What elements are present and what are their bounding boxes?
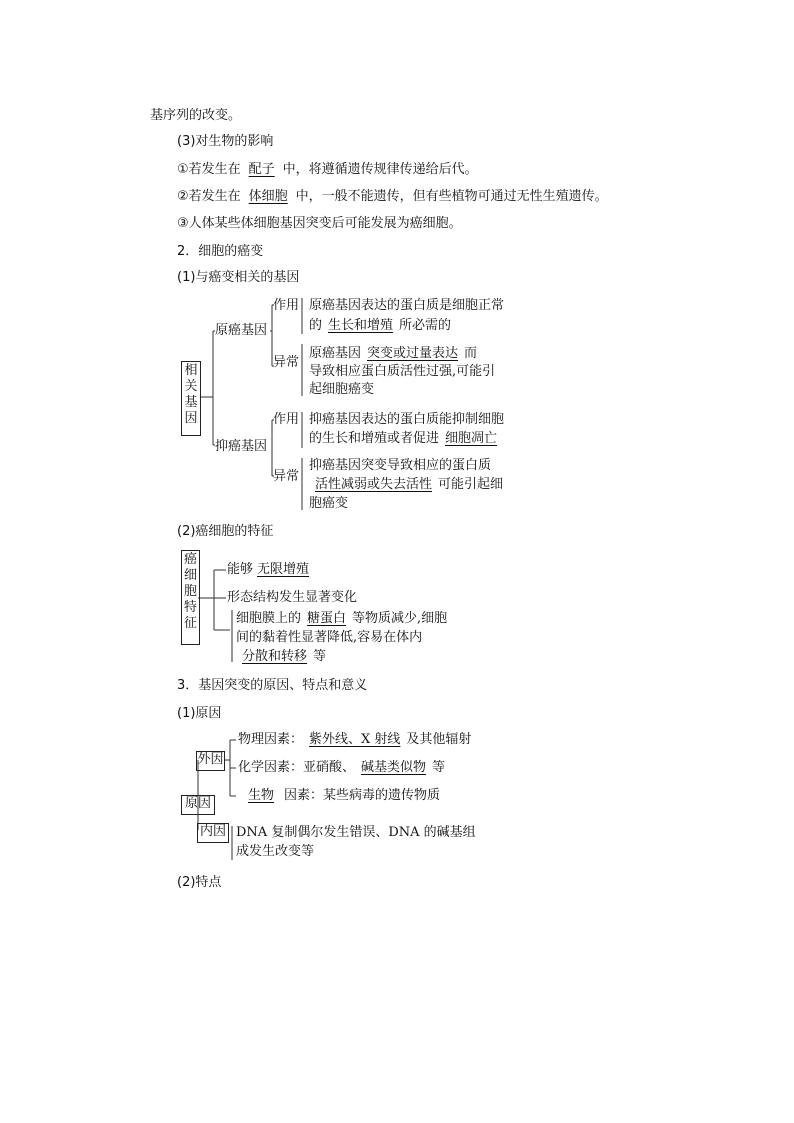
blank-answer-base-analog: 碱基类似物	[361, 760, 427, 775]
blank-answer-mutation: 突变或过量表达	[367, 346, 459, 361]
label-internal-causes: 内因	[197, 823, 229, 843]
section-title-mutation: 3．基因突变的原因、特点和意义	[177, 678, 368, 693]
text: 及其他辐射	[406, 732, 472, 747]
list-item-text: 中，一般不能遗传，但有些植物可通过无性生殖遗传。	[295, 189, 608, 204]
subheading-causes: (1)原因	[177, 706, 222, 721]
text: 可能引起细	[438, 477, 504, 492]
supp-role-line2	[309, 431, 503, 447]
root-causes: 原因	[181, 795, 215, 815]
feature-proliferation	[227, 562, 313, 578]
label-external-causes: 外因	[196, 751, 225, 771]
internal-cause-line1: DNA 复制偶尔发生错误、DNA 的碱基组	[236, 825, 476, 840]
blank-answer-biological: 生物	[248, 788, 275, 803]
char: 特	[183, 600, 197, 615]
cause-chemical	[238, 760, 445, 776]
label-role: 作用	[273, 298, 300, 313]
proto-abn-line1	[309, 346, 477, 362]
text: 原癌基因	[309, 346, 362, 361]
blank-answer-uv-xray: 紫外线、X 射线	[309, 732, 401, 747]
feature-adhesion: 间的黏着性显著降低,容易在体内	[236, 630, 423, 645]
label-role: 作用	[273, 412, 300, 427]
blank-answer-apoptosis: 细胞凋亡	[445, 431, 498, 446]
label-tumor-suppressor: 抑癌基因	[215, 439, 268, 454]
label-abnormal: 异常	[273, 355, 300, 370]
char: 关	[184, 379, 198, 394]
feature-morphology: 形态结构发生显著变化	[227, 590, 358, 605]
text: 能够	[227, 562, 254, 577]
char: 癌	[183, 552, 197, 567]
text: 等物质减少,细胞	[352, 611, 448, 626]
root-cancer-features	[181, 550, 200, 645]
proto-role-line1: 原癌基因表达的蛋白质是细胞正常	[309, 298, 505, 313]
supp-abn-line1: 抑癌基因突变导致相应的蛋白质	[309, 458, 492, 473]
text: 而	[464, 346, 478, 361]
blank-answer-metastasis: 分散和转移	[242, 649, 308, 664]
internal-cause-line2: 成发生改变等	[236, 844, 315, 859]
section-title-cell-cancer: 2．细胞的癌变	[177, 244, 264, 259]
char: 细	[183, 568, 197, 583]
text: 的	[309, 318, 323, 333]
proto-abn-line3: 起细胞癌变	[309, 382, 375, 397]
cause-physical	[238, 732, 471, 748]
char: 因	[184, 411, 198, 426]
supp-abn-line2	[309, 477, 503, 493]
cause-biological	[238, 788, 440, 804]
heading-effect-on-organism: (3)对生物的影响	[177, 134, 274, 149]
blank-answer-glycoprotein: 糖蛋白	[307, 611, 347, 626]
feature-glycoprotein	[236, 611, 447, 627]
blank-answer-unlimited: 无限增殖	[257, 562, 310, 577]
text: 所必需的	[399, 318, 452, 333]
blank-answer-growth: 生长和增殖	[328, 318, 394, 333]
supp-role-line1: 抑癌基因表达的蛋白质能抑制细胞	[309, 412, 505, 427]
char: 胞	[183, 584, 197, 599]
text: 的生长和增殖或者促进	[309, 431, 440, 446]
blank-answer-somatic: 体细胞	[248, 189, 288, 204]
char: 征	[183, 616, 197, 631]
proto-abn-line2: 导致相应蛋白质活性过强,可能引	[309, 364, 496, 379]
text: 细胞膜上的	[236, 611, 302, 626]
feature-metastasis	[236, 649, 326, 665]
blank-answer-gamete: 配子	[248, 162, 275, 177]
label-abnormal: 异常	[273, 469, 300, 484]
list-item-text: 中，将遵循遗传规律传递给后代。	[282, 162, 478, 177]
supp-abn-line3: 胞癌变	[309, 496, 349, 511]
text: 等	[313, 649, 327, 664]
char: 基	[184, 395, 198, 410]
subheading-features: (2)特点	[177, 875, 222, 890]
label-proto-oncogene: 原癌基因	[215, 323, 268, 338]
text: 化学因素：亚硝酸、	[238, 760, 356, 775]
subheading-cancer-genes: (1)与癌变相关的基因	[177, 270, 300, 285]
text: 等	[432, 760, 446, 775]
subheading-cancer-features: (2)癌细胞的特征	[177, 524, 274, 539]
text: 物理因素：	[238, 732, 304, 747]
blank-answer-activity: 活性减弱或失去活性	[315, 477, 433, 492]
list-item-text: ①若发生在	[177, 162, 241, 177]
list-item-text: ②若发生在	[177, 189, 241, 204]
text-line-continued: 基序列的改变。	[150, 108, 242, 123]
char: 相	[184, 363, 198, 378]
root-related-genes	[181, 361, 201, 436]
text: 因素：某些病毒的遗传物质	[284, 788, 441, 803]
list-item-cancer: ③人体某些体细胞基因突变后可能发展为癌细胞。	[177, 216, 462, 231]
proto-role-line2	[309, 318, 451, 334]
